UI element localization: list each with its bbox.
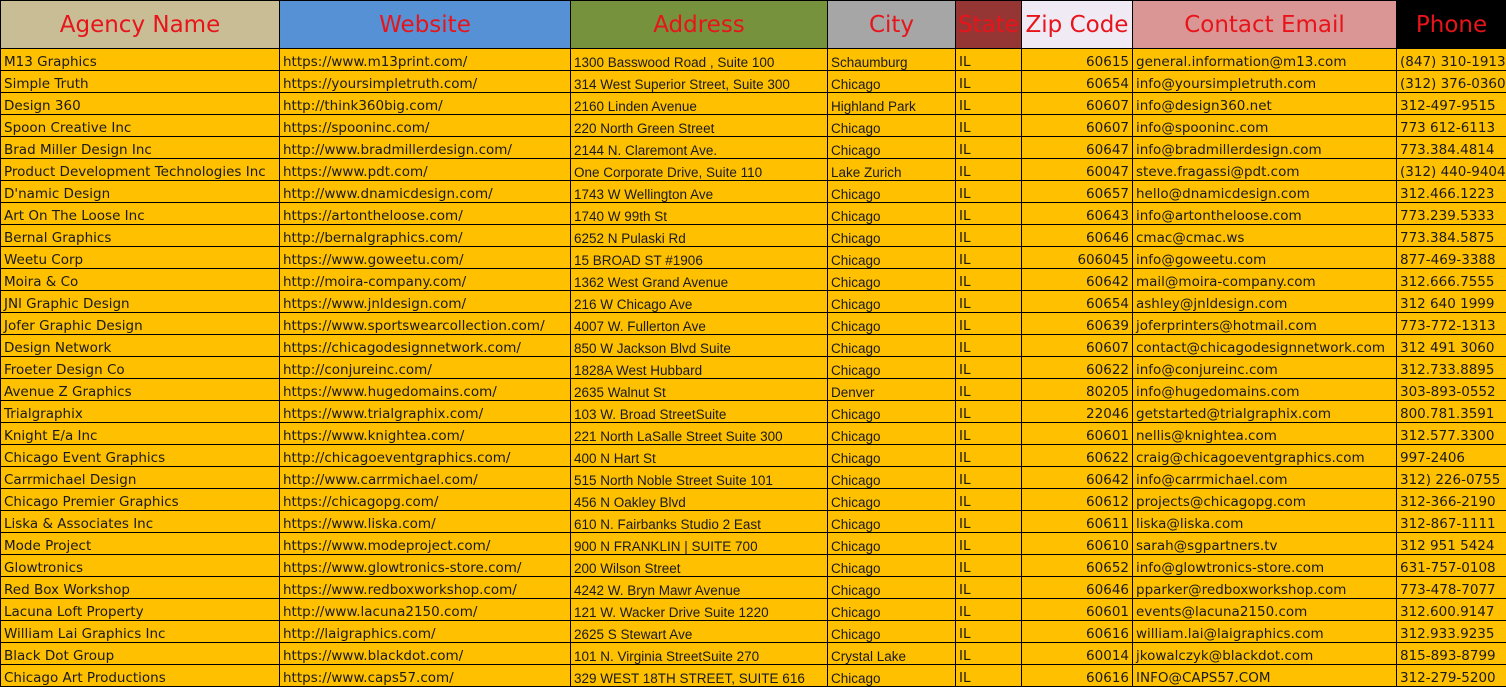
- city-cell[interactable]: Chicago: [828, 555, 956, 577]
- zip-code-cell[interactable]: 60601: [1022, 423, 1133, 445]
- agency-name-cell[interactable]: Chicago Art Productions: [1, 665, 280, 687]
- contact-email-cell[interactable]: INFO@CAPS57.COM: [1133, 665, 1397, 687]
- agency-name-cell[interactable]: Moira & Co: [1, 269, 280, 291]
- zip-code-cell[interactable]: 60646: [1022, 577, 1133, 599]
- website-cell[interactable]: https://www.knightea.com/: [280, 423, 571, 445]
- website-cell[interactable]: http://moira-company.com/: [280, 269, 571, 291]
- website-cell[interactable]: http://chicagoeventgraphics.com/: [280, 445, 571, 467]
- phone-cell[interactable]: 312-366-2190: [1397, 489, 1506, 511]
- phone-cell[interactable]: 800.781.3591: [1397, 401, 1506, 423]
- contact-email-cell[interactable]: contact@chicagodesignnetwork.com: [1133, 335, 1397, 357]
- agency-name-cell[interactable]: Bernal Graphics: [1, 225, 280, 247]
- table-row: [1, 533, 1506, 555]
- address-cell[interactable]: 900 N FRANKLIN | SUITE 700: [571, 533, 828, 555]
- table-row: [1, 269, 1506, 291]
- address-cell[interactable]: 456 N Oakley Blvd: [571, 489, 828, 511]
- contact-email-cell[interactable]: info@design360.net: [1133, 93, 1397, 115]
- agency-name-cell[interactable]: Simple Truth: [1, 71, 280, 93]
- contact-email-cell[interactable]: general.information@m13.com: [1133, 49, 1397, 71]
- zip-code-cell[interactable]: 60615: [1022, 49, 1133, 71]
- address-cell[interactable]: 121 W. Wacker Drive Suite 1220: [571, 599, 828, 621]
- phone-cell[interactable]: 312.733.8895: [1397, 357, 1506, 379]
- phone-cell[interactable]: 312 951 5424: [1397, 533, 1506, 555]
- agency-name-cell[interactable]: Avenue Z Graphics: [1, 379, 280, 401]
- column-header-address[interactable]: Address: [571, 1, 828, 49]
- contact-email-cell[interactable]: info@conjureinc.com: [1133, 357, 1397, 379]
- website-cell[interactable]: http://www.lacuna2150.com/: [280, 599, 571, 621]
- agency-name-cell[interactable]: Froeter Design Co: [1, 357, 280, 379]
- address-cell[interactable]: 221 North LaSalle Street Suite 300: [571, 423, 828, 445]
- table-row: [1, 203, 1506, 225]
- website-cell[interactable]: https://www.jnldesign.com/: [280, 291, 571, 313]
- phone-cell[interactable]: 312-497-9515: [1397, 93, 1506, 115]
- zip-code-cell[interactable]: 60047: [1022, 159, 1133, 181]
- phone-cell[interactable]: 815-893-8799: [1397, 643, 1506, 665]
- zip-code-cell[interactable]: 60654: [1022, 71, 1133, 93]
- contact-email-cell[interactable]: ashley@jnldesign.com: [1133, 291, 1397, 313]
- agency-name-cell[interactable]: Liska & Associates Inc: [1, 511, 280, 533]
- website-cell[interactable]: https://artontheloose.com/: [280, 203, 571, 225]
- phone-cell[interactable]: 312.933.9235: [1397, 621, 1506, 643]
- table-row: [1, 225, 1506, 247]
- table-row: [1, 643, 1506, 665]
- agency-name-cell[interactable]: Jofer Graphic Design: [1, 313, 280, 335]
- state-cell[interactable]: IL: [956, 445, 1022, 467]
- website-cell[interactable]: https://www.redboxworkshop.com/: [280, 577, 571, 599]
- zip-code-cell[interactable]: 60014: [1022, 643, 1133, 665]
- website-cell[interactable]: https://chicagopg.com/: [280, 489, 571, 511]
- state-cell[interactable]: IL: [956, 665, 1022, 687]
- table-row: [1, 467, 1506, 489]
- city-cell[interactable]: Chicago: [828, 665, 956, 687]
- table-row: [1, 423, 1506, 445]
- agency-name-cell[interactable]: Glowtronics: [1, 555, 280, 577]
- city-cell[interactable]: Chicago: [828, 577, 956, 599]
- phone-cell[interactable]: 303-893-0552: [1397, 379, 1506, 401]
- state-cell[interactable]: IL: [956, 115, 1022, 137]
- website-cell[interactable]: http://conjureinc.com/: [280, 357, 571, 379]
- zip-code-cell[interactable]: 60607: [1022, 93, 1133, 115]
- agency-name-cell[interactable]: M13 Graphics: [1, 49, 280, 71]
- phone-cell[interactable]: 312) 226-0755: [1397, 467, 1506, 489]
- column-header-city[interactable]: City: [828, 1, 956, 49]
- contact-email-cell[interactable]: hello@dnamicdesign.com: [1133, 181, 1397, 203]
- table-row: [1, 71, 1506, 93]
- city-cell[interactable]: Chicago: [828, 489, 956, 511]
- zip-code-cell[interactable]: 60646: [1022, 225, 1133, 247]
- table-row: [1, 247, 1506, 269]
- phone-cell[interactable]: (312) 440-9404: [1397, 159, 1506, 181]
- phone-cell[interactable]: 773.384.5875: [1397, 225, 1506, 247]
- website-cell[interactable]: http://www.dnamicdesign.com/: [280, 181, 571, 203]
- table-row: [1, 489, 1506, 511]
- contact-email-cell[interactable]: nellis@knightea.com: [1133, 423, 1397, 445]
- table-row: [1, 137, 1506, 159]
- agency-name-cell[interactable]: D'namic Design: [1, 181, 280, 203]
- phone-cell[interactable]: 312.600.9147: [1397, 599, 1506, 621]
- state-cell[interactable]: IL: [956, 71, 1022, 93]
- phone-cell[interactable]: 877-469-3388: [1397, 247, 1506, 269]
- zip-code-cell[interactable]: 60647: [1022, 137, 1133, 159]
- state-cell[interactable]: IL: [956, 577, 1022, 599]
- state-cell[interactable]: IL: [956, 203, 1022, 225]
- table-row: [1, 665, 1506, 687]
- address-cell[interactable]: 610 N. Fairbanks Studio 2 East: [571, 511, 828, 533]
- table-row: [1, 181, 1506, 203]
- state-cell[interactable]: IL: [956, 137, 1022, 159]
- website-cell[interactable]: https://www.liska.com/: [280, 511, 571, 533]
- zip-code-cell[interactable]: 60607: [1022, 335, 1133, 357]
- contact-email-cell[interactable]: sarah@sgpartners.tv: [1133, 533, 1397, 555]
- contact-email-cell[interactable]: info@goweetu.com: [1133, 247, 1397, 269]
- state-cell[interactable]: IL: [956, 159, 1022, 181]
- phone-cell[interactable]: 312 491 3060: [1397, 335, 1506, 357]
- zip-code-cell[interactable]: 60612: [1022, 489, 1133, 511]
- phone-cell[interactable]: (847) 310-1913: [1397, 49, 1506, 71]
- column-header-phone[interactable]: Phone: [1397, 1, 1506, 49]
- zip-code-cell[interactable]: 60639: [1022, 313, 1133, 335]
- website-cell[interactable]: https://spooninc.com/: [280, 115, 571, 137]
- address-cell[interactable]: 1740 W 99th St: [571, 203, 828, 225]
- table-row: [1, 313, 1506, 335]
- table-row: [1, 49, 1506, 71]
- contact-email-cell[interactable]: cmac@cmac.ws: [1133, 225, 1397, 247]
- agency-name-cell[interactable]: Design 360: [1, 93, 280, 115]
- agency-name-cell[interactable]: Brad Miller Design Inc: [1, 137, 280, 159]
- phone-cell[interactable]: 312-867-1111: [1397, 511, 1506, 533]
- phone-cell[interactable]: 997-2406: [1397, 445, 1506, 467]
- address-cell[interactable]: 220 North Green Street: [571, 115, 828, 137]
- state-cell[interactable]: IL: [956, 291, 1022, 313]
- agency-name-cell[interactable]: Mode Project: [1, 533, 280, 555]
- address-cell[interactable]: 2144 N. Claremont Ave.: [571, 137, 828, 159]
- contact-email-cell[interactable]: pparker@redboxworkshop.com: [1133, 577, 1397, 599]
- table-row: [1, 357, 1506, 379]
- table-row: [1, 379, 1506, 401]
- agency-name-cell[interactable]: Art On The Loose Inc: [1, 203, 280, 225]
- contact-email-cell[interactable]: joferprinters@hotmail.com: [1133, 313, 1397, 335]
- table-row: [1, 401, 1506, 423]
- address-cell[interactable]: 216 W Chicago Ave: [571, 291, 828, 313]
- agency-name-cell[interactable]: Spoon Creative Inc: [1, 115, 280, 137]
- contact-email-cell[interactable]: craig@chicagoeventgraphics.com: [1133, 445, 1397, 467]
- address-cell[interactable]: 4007 W. Fullerton Ave: [571, 313, 828, 335]
- phone-cell[interactable]: 312.466.1223: [1397, 181, 1506, 203]
- zip-code-cell[interactable]: 60611: [1022, 511, 1133, 533]
- agency-name-cell[interactable]: William Lai Graphics Inc: [1, 621, 280, 643]
- address-cell[interactable]: 103 W. Broad StreetSuite: [571, 401, 828, 423]
- zip-code-cell[interactable]: 60610: [1022, 533, 1133, 555]
- state-cell[interactable]: IL: [956, 489, 1022, 511]
- city-cell[interactable]: Chicago: [828, 533, 956, 555]
- website-cell[interactable]: https://yoursimpletruth.com/: [280, 71, 571, 93]
- address-cell[interactable]: 2625 S Stewart Ave: [571, 621, 828, 643]
- address-cell[interactable]: 515 North Noble Street Suite 101: [571, 467, 828, 489]
- website-cell[interactable]: https://www.trialgraphix.com/: [280, 401, 571, 423]
- header-row: [1, 1, 1506, 49]
- state-cell[interactable]: IL: [956, 643, 1022, 665]
- table-row: [1, 621, 1506, 643]
- state-cell[interactable]: IL: [956, 313, 1022, 335]
- address-cell[interactable]: 1828A West Hubbard: [571, 357, 828, 379]
- agency-name-cell[interactable]: Chicago Event Graphics: [1, 445, 280, 467]
- agency-name-cell[interactable]: Chicago Premier Graphics: [1, 489, 280, 511]
- phone-cell[interactable]: 312.666.7555: [1397, 269, 1506, 291]
- zip-code-cell[interactable]: 60622: [1022, 357, 1133, 379]
- city-cell[interactable]: Chicago: [828, 137, 956, 159]
- city-cell[interactable]: Chicago: [828, 291, 956, 313]
- zip-code-cell[interactable]: 60654: [1022, 291, 1133, 313]
- agency-name-cell[interactable]: Weetu Corp: [1, 247, 280, 269]
- address-cell[interactable]: 4242 W. Bryn Mawr Avenue: [571, 577, 828, 599]
- phone-cell[interactable]: (312) 376-0360: [1397, 71, 1506, 93]
- table-row: [1, 93, 1506, 115]
- address-cell[interactable]: 15 BROAD ST #1906: [571, 247, 828, 269]
- state-cell[interactable]: IL: [956, 379, 1022, 401]
- phone-cell[interactable]: 773.239.5333: [1397, 203, 1506, 225]
- zip-code-cell[interactable]: 60607: [1022, 115, 1133, 137]
- state-cell[interactable]: IL: [956, 533, 1022, 555]
- state-cell[interactable]: IL: [956, 225, 1022, 247]
- city-cell[interactable]: Chicago: [828, 203, 956, 225]
- agency-name-cell[interactable]: Lacuna Loft Property: [1, 599, 280, 621]
- state-cell[interactable]: IL: [956, 401, 1022, 423]
- column-header-agency-name[interactable]: Agency Name: [1, 1, 280, 49]
- phone-cell[interactable]: 312.577.3300: [1397, 423, 1506, 445]
- address-cell[interactable]: 2160 Linden Avenue: [571, 93, 828, 115]
- state-cell[interactable]: IL: [956, 555, 1022, 577]
- table-row: [1, 115, 1506, 137]
- zip-code-cell[interactable]: 60616: [1022, 665, 1133, 687]
- website-cell[interactable]: http://www.bradmillerdesign.com/: [280, 137, 571, 159]
- city-cell[interactable]: Chicago: [828, 71, 956, 93]
- phone-cell[interactable]: 312 640 1999: [1397, 291, 1506, 313]
- city-cell[interactable]: Chicago: [828, 621, 956, 643]
- city-cell[interactable]: Crystal Lake: [828, 643, 956, 665]
- city-cell[interactable]: Chicago: [828, 335, 956, 357]
- table-row: [1, 599, 1506, 621]
- phone-cell[interactable]: 773.384.4814: [1397, 137, 1506, 159]
- website-cell[interactable]: https://chicagodesignnetwork.com/: [280, 335, 571, 357]
- zip-code-cell[interactable]: 22046: [1022, 401, 1133, 423]
- city-cell[interactable]: Chicago: [828, 225, 956, 247]
- address-cell[interactable]: 101 N. Virginia StreetSuite 270: [571, 643, 828, 665]
- website-cell[interactable]: http://www.carrmichael.com/: [280, 467, 571, 489]
- city-cell[interactable]: Chicago: [828, 181, 956, 203]
- contact-email-cell[interactable]: events@lacuna2150.com: [1133, 599, 1397, 621]
- contact-email-cell[interactable]: mail@moira-company.com: [1133, 269, 1397, 291]
- agency-name-cell[interactable]: JNl Graphic Design: [1, 291, 280, 313]
- city-cell[interactable]: Chicago: [828, 269, 956, 291]
- website-cell[interactable]: https://www.modeproject.com/: [280, 533, 571, 555]
- website-cell[interactable]: https://www.blackdot.com/: [280, 643, 571, 665]
- website-cell[interactable]: https://www.sportswearcollection.com/: [280, 313, 571, 335]
- city-cell[interactable]: Chicago: [828, 599, 956, 621]
- zip-code-cell[interactable]: 60642: [1022, 467, 1133, 489]
- address-cell[interactable]: 314 West Superior Street, Suite 300: [571, 71, 828, 93]
- website-cell[interactable]: http://bernalgraphics.com/: [280, 225, 571, 247]
- zip-code-cell[interactable]: 60657: [1022, 181, 1133, 203]
- column-header-contact-email[interactable]: Contact Email: [1133, 1, 1397, 49]
- city-cell[interactable]: Chicago: [828, 357, 956, 379]
- phone-cell[interactable]: 312-279-5200: [1397, 665, 1506, 687]
- zip-code-cell[interactable]: 60616: [1022, 621, 1133, 643]
- state-cell[interactable]: IL: [956, 49, 1022, 71]
- address-cell[interactable]: 850 W Jackson Blvd Suite: [571, 335, 828, 357]
- website-cell[interactable]: https://www.pdt.com/: [280, 159, 571, 181]
- city-cell[interactable]: Schaumburg: [828, 49, 956, 71]
- zip-code-cell[interactable]: 60601: [1022, 599, 1133, 621]
- city-cell[interactable]: Chicago: [828, 115, 956, 137]
- contact-email-cell[interactable]: william.lai@laigraphics.com: [1133, 621, 1397, 643]
- address-cell[interactable]: 329 WEST 18TH STREET, SUITE 616: [571, 665, 828, 687]
- column-header-state[interactable]: State: [956, 1, 1022, 49]
- table-row: [1, 159, 1506, 181]
- website-cell[interactable]: https://www.goweetu.com/: [280, 247, 571, 269]
- agency-name-cell[interactable]: Design Network: [1, 335, 280, 357]
- state-cell[interactable]: IL: [956, 93, 1022, 115]
- table-body: [1, 49, 1506, 687]
- contact-email-cell[interactable]: liska@liska.com: [1133, 511, 1397, 533]
- table-row: [1, 445, 1506, 467]
- state-cell[interactable]: IL: [956, 269, 1022, 291]
- city-cell[interactable]: Chicago: [828, 401, 956, 423]
- address-cell[interactable]: 6252 N Pulaski Rd: [571, 225, 828, 247]
- contact-email-cell[interactable]: info@glowtronics-store.com: [1133, 555, 1397, 577]
- zip-code-cell[interactable]: 80205: [1022, 379, 1133, 401]
- contact-email-cell[interactable]: info@spooninc.com: [1133, 115, 1397, 137]
- city-cell[interactable]: Denver: [828, 379, 956, 401]
- table-row: [1, 511, 1506, 533]
- column-header-zip-code[interactable]: Zip Code: [1022, 1, 1133, 49]
- zip-code-cell[interactable]: 60643: [1022, 203, 1133, 225]
- phone-cell[interactable]: 631-757-0108: [1397, 555, 1506, 577]
- zip-code-cell[interactable]: 60652: [1022, 555, 1133, 577]
- zip-code-cell[interactable]: 60622: [1022, 445, 1133, 467]
- state-cell[interactable]: IL: [956, 247, 1022, 269]
- contact-email-cell[interactable]: info@bradmillerdesign.com: [1133, 137, 1397, 159]
- city-cell[interactable]: Chicago: [828, 313, 956, 335]
- website-cell[interactable]: https://www.caps57.com/: [280, 665, 571, 687]
- contact-email-cell[interactable]: info@carrmichael.com: [1133, 467, 1397, 489]
- website-cell[interactable]: https://www.glowtronics-store.com/: [280, 555, 571, 577]
- table-row: [1, 291, 1506, 313]
- contact-email-cell[interactable]: info@hugedomains.com: [1133, 379, 1397, 401]
- zip-code-cell[interactable]: 60642: [1022, 269, 1133, 291]
- address-cell[interactable]: 400 N Hart St: [571, 445, 828, 467]
- phone-cell[interactable]: 773 612-6113: [1397, 115, 1506, 137]
- address-cell[interactable]: 1743 W Wellington Ave: [571, 181, 828, 203]
- website-cell[interactable]: http://think360big.com/: [280, 93, 571, 115]
- table-row: [1, 577, 1506, 599]
- website-cell[interactable]: http://laigraphics.com/: [280, 621, 571, 643]
- table-row: [1, 555, 1506, 577]
- agency-name-cell[interactable]: Trialgraphix: [1, 401, 280, 423]
- contact-email-cell[interactable]: projects@chicagopg.com: [1133, 489, 1397, 511]
- phone-cell[interactable]: 773-772-1313: [1397, 313, 1506, 335]
- agency-name-cell[interactable]: Product Development Technologies Inc: [1, 159, 280, 181]
- contact-email-cell[interactable]: jkowalczyk@blackdot.com: [1133, 643, 1397, 665]
- column-header-website[interactable]: Website: [280, 1, 571, 49]
- website-cell[interactable]: https://www.hugedomains.com/: [280, 379, 571, 401]
- address-cell[interactable]: 1362 West Grand Avenue: [571, 269, 828, 291]
- state-cell[interactable]: IL: [956, 467, 1022, 489]
- state-cell[interactable]: IL: [956, 357, 1022, 379]
- state-cell[interactable]: IL: [956, 423, 1022, 445]
- state-cell[interactable]: IL: [956, 511, 1022, 533]
- agency-name-cell[interactable]: Knight E/a Inc: [1, 423, 280, 445]
- city-cell[interactable]: Chicago: [828, 247, 956, 269]
- state-cell[interactable]: IL: [956, 335, 1022, 357]
- city-cell[interactable]: Chicago: [828, 467, 956, 489]
- city-cell[interactable]: Lake Zurich: [828, 159, 956, 181]
- contact-email-cell[interactable]: getstarted@trialgraphix.com: [1133, 401, 1397, 423]
- state-cell[interactable]: IL: [956, 621, 1022, 643]
- contact-email-cell[interactable]: info@artontheloose.com: [1133, 203, 1397, 225]
- table-row: [1, 335, 1506, 357]
- city-cell[interactable]: Chicago: [828, 423, 956, 445]
- website-cell[interactable]: https://www.m13print.com/: [280, 49, 571, 71]
- contact-email-cell[interactable]: steve.fragassi@pdt.com: [1133, 159, 1397, 181]
- phone-cell[interactable]: 773-478-7077: [1397, 577, 1506, 599]
- state-cell[interactable]: IL: [956, 599, 1022, 621]
- state-cell[interactable]: IL: [956, 181, 1022, 203]
- agency-name-cell[interactable]: Carrmichael Design: [1, 467, 280, 489]
- city-cell[interactable]: Highland Park: [828, 93, 956, 115]
- address-cell[interactable]: 2635 Walnut St: [571, 379, 828, 401]
- agency-name-cell[interactable]: Black Dot Group: [1, 643, 280, 665]
- address-cell[interactable]: 200 Wilson Street: [571, 555, 828, 577]
- city-cell[interactable]: Chicago: [828, 445, 956, 467]
- agency-name-cell[interactable]: Red Box Workshop: [1, 577, 280, 599]
- address-cell[interactable]: One Corporate Drive, Suite 110: [571, 159, 828, 181]
- contact-email-cell[interactable]: info@yoursimpletruth.com: [1133, 71, 1397, 93]
- city-cell[interactable]: Chicago: [828, 511, 956, 533]
- zip-code-cell[interactable]: 606045: [1022, 247, 1133, 269]
- address-cell[interactable]: 1300 Basswood Road , Suite 100: [571, 49, 828, 71]
